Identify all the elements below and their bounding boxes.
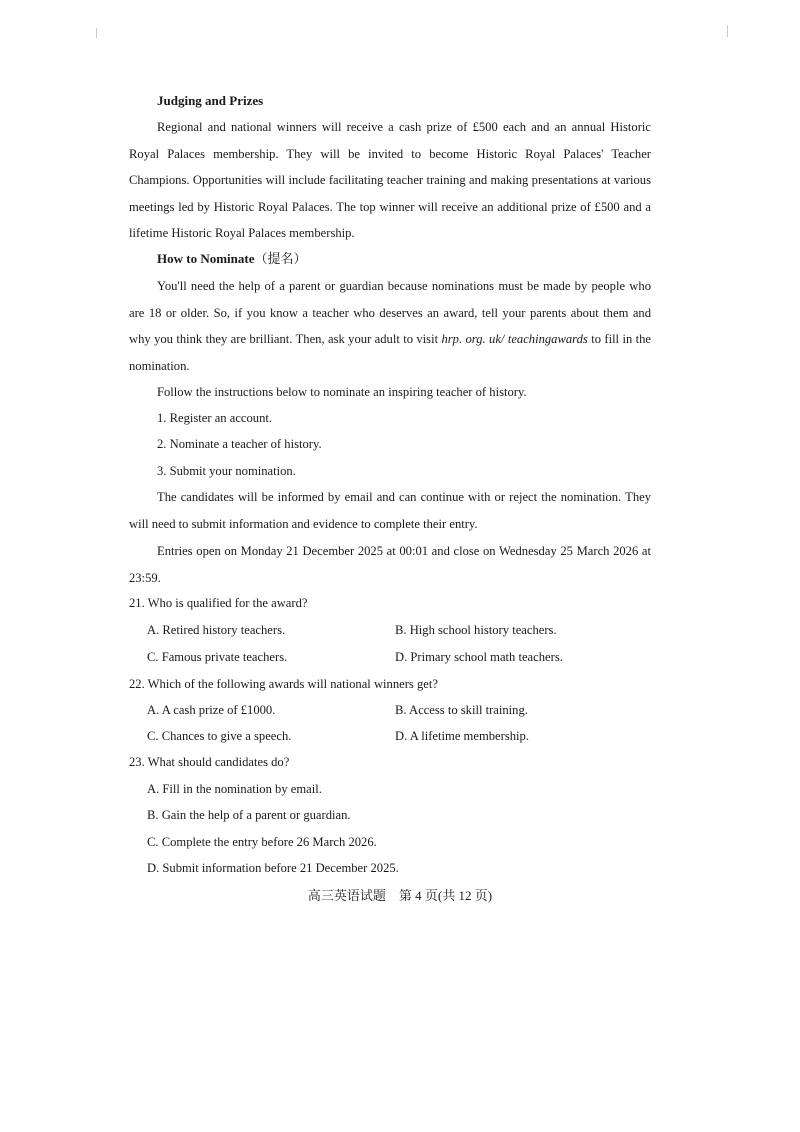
nominate-intro-end: to fill in the nomination. xyxy=(129,332,652,373)
entries-paragraph: Entries open on Monday 21 December 2025 at 00:01 and close on Wednesday 25 March 2026 at 23:59. xyxy=(129,544,651,585)
nomination-website: hrp. org. uk/ teachingawards xyxy=(441,332,588,346)
section-heading-nominate xyxy=(157,250,307,268)
question-23-option-d: D. Submit information before 21 December 2025. xyxy=(147,861,399,875)
scan-mark xyxy=(96,28,97,38)
question-23-option-c: C. Complete the entry before 26 March 2026. xyxy=(147,835,377,849)
question-21-option-c: C. Famous private teachers. xyxy=(147,650,288,664)
step-3: 3. Submit your nomination. xyxy=(157,464,296,478)
instructions-line: Follow the instructions below to nominate an inspiring teacher of history. xyxy=(157,385,527,399)
step-1: 1. Register an account. xyxy=(157,411,273,425)
nominate-heading-text: How to Nominate xyxy=(157,251,255,266)
question-22-option-b: B. Access to skill training. xyxy=(395,703,528,717)
question-23-option-b: B. Gain the help of a parent or guardian. xyxy=(147,808,351,822)
question-21-option-b: B. High school history teachers. xyxy=(395,623,557,637)
question-21-stem: 21. Who is qualified for the award? xyxy=(129,596,308,610)
question-22-option-a: A. A cash prize of £1000. xyxy=(147,703,276,717)
step-2: 2. Nominate a teacher of history. xyxy=(157,437,322,451)
section-heading-judging xyxy=(157,92,263,110)
nominate-heading-chinese: （提名） xyxy=(254,251,307,266)
question-23-option-a: A. Fill in the nomination by email. xyxy=(147,782,322,796)
nominate-intro-text: You'll need the help of a parent or guardian because nominations must be made by people who are 18 or older. So, if you know a teacher who deserves an award, tell your parents about them and why you think they are brilliant. Then, ask your adult to visit xyxy=(129,279,651,346)
question-21-option-a: A. Retired history teachers. xyxy=(147,623,286,637)
question-22-option-c: C. Chances to give a speech. xyxy=(147,729,292,743)
question-22-stem: 22. Which of the following awards will national winners get? xyxy=(129,677,438,691)
nominate-intro-paragraph xyxy=(129,273,651,379)
judging-paragraph: Regional and national winners will receive a cash prize of £500 each and an annual Historic Royal Palaces membership. They will be invited to become Historic Royal Palaces' Teacher Champions. Opportunities will include facilitating teacher training and making presentations at various meetings led by Historic Royal Palaces. The top winner will receive an additional prize of £500 and a lifetime Historic Royal Palaces membership. xyxy=(129,120,651,240)
question-22-option-d: D. A lifetime membership. xyxy=(395,729,529,743)
scan-mark xyxy=(727,25,728,37)
question-21-option-d: D. Primary school math teachers. xyxy=(395,650,563,664)
question-23-stem: 23. What should candidates do? xyxy=(129,755,290,769)
judging-heading-text: Judging and Prizes xyxy=(157,93,264,108)
page-footer: 高三英语试题 第 4 页(共 12 页) xyxy=(307,888,493,903)
candidates-paragraph: The candidates will be informed by email and can continue with or reject the nomination. They will need to submit information and evidence to complete their entry. xyxy=(129,490,651,531)
